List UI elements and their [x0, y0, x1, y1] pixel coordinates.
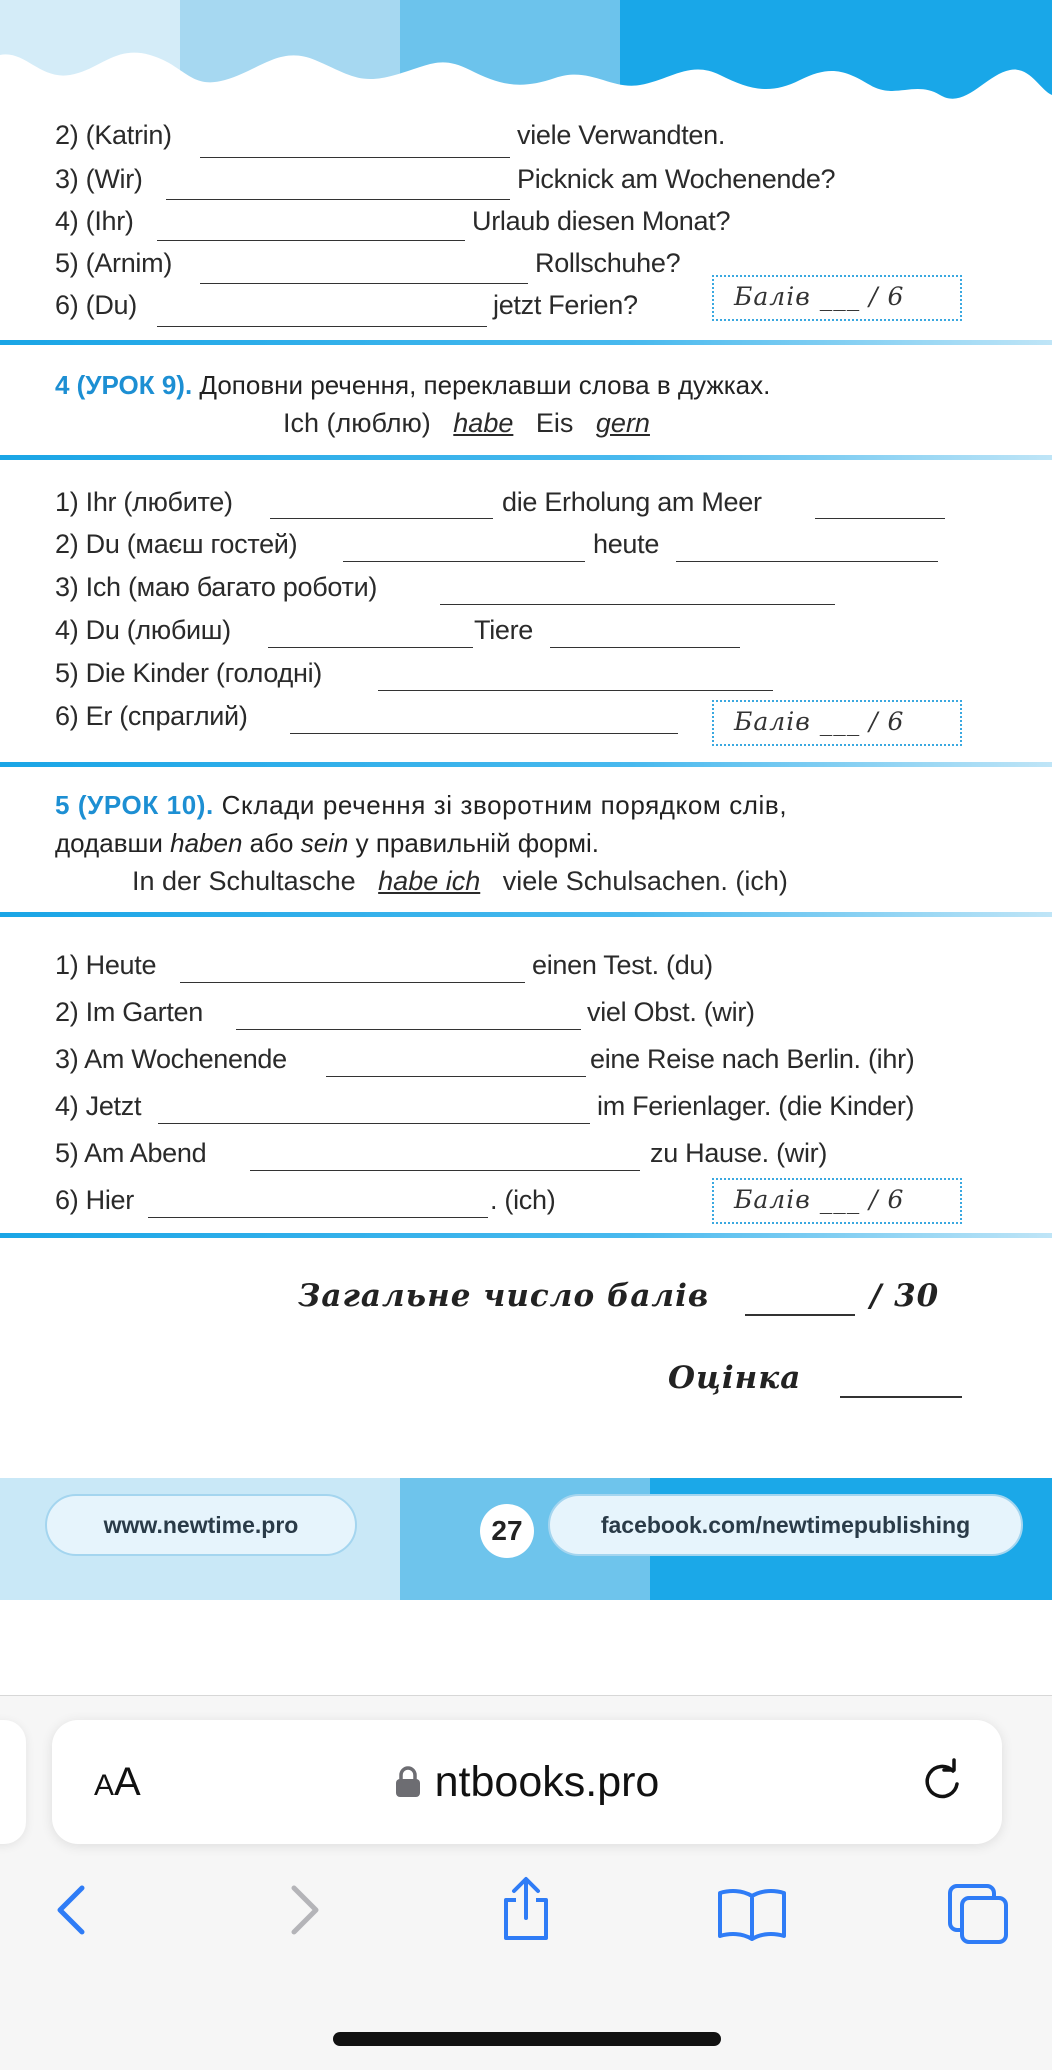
answer-blank[interactable] [550, 647, 740, 648]
share-icon[interactable] [498, 1876, 554, 1947]
answer-blank[interactable] [815, 518, 945, 519]
answer-blank[interactable] [200, 157, 510, 158]
item-ending: Picknick am Wochenende? [517, 164, 836, 194]
url-display[interactable]: ntbooks.pro [52, 1758, 1002, 1809]
task-4-heading: 4 (УРОК 9). Доповни речення, переклавши слова в дужках. [55, 370, 771, 400]
score-box: Балів ___ / 6 [712, 700, 962, 746]
answer-blank[interactable] [326, 1076, 586, 1077]
item-text: die Erholung am Meer [502, 487, 762, 517]
exercise-item: 1) Heute [55, 950, 157, 980]
exercise-item: 3) (Wir) [55, 164, 143, 194]
answer-blank[interactable] [236, 1029, 581, 1030]
item-ending: im Ferienlager. (die Kinder) [597, 1091, 915, 1121]
page-header-band [0, 0, 1052, 140]
exercise-item: 6) Er (спраглий) [55, 701, 248, 731]
exercise-item: 2) Du (маєш гостей) [55, 529, 298, 559]
item-ending: . (ich) [490, 1185, 556, 1215]
item-ending: eine Reise nach Berlin. (ihr) [590, 1044, 915, 1074]
forward-icon[interactable] [282, 1882, 328, 1943]
section-divider [0, 1233, 1052, 1238]
exercise-item: 4) Du (любиш) [55, 615, 231, 645]
item-ending: jetzt Ferien? [493, 290, 638, 320]
total-score-value: / 30 [870, 1278, 940, 1314]
item-text: Tiere [474, 615, 534, 645]
home-indicator [333, 2032, 721, 2046]
exercise-item: 3) Ich (маю багато роботи) [55, 572, 378, 602]
page-footer [0, 1478, 1052, 1600]
section-divider [0, 455, 1052, 460]
grade-label: Оцінка [668, 1360, 802, 1396]
item-ending: Urlaub diesen Monat? [472, 206, 731, 236]
answer-blank[interactable] [270, 518, 493, 519]
item-ending: viele Verwandten. [517, 120, 726, 150]
answer-blank[interactable] [676, 561, 938, 562]
task-5-example: In der Schultasche habe ich viele Schulsachen. (ich) [132, 866, 788, 896]
answer-blank[interactable] [440, 604, 835, 605]
exercise-item: 6) Hier [55, 1185, 134, 1215]
answer-blank[interactable] [157, 326, 487, 327]
item-ending: einen Test. (du) [532, 950, 713, 980]
wave-decoration [0, 0, 1052, 140]
back-icon[interactable] [48, 1882, 94, 1943]
answer-blank[interactable] [250, 1170, 640, 1171]
exercise-item: 5) Die Kinder (голодні) [55, 658, 322, 688]
section-divider [0, 912, 1052, 917]
section-divider [0, 340, 1052, 345]
task-5-heading: 5 (УРОК 10). Склади речення зі зворотним порядком слів, [55, 790, 788, 820]
facebook-link[interactable]: facebook.com/newtimepublishing [548, 1494, 1023, 1556]
total-score-blank[interactable] [745, 1314, 855, 1316]
total-score-label: Загальне число балів [298, 1278, 710, 1314]
answer-blank[interactable] [158, 1123, 590, 1124]
tabs-icon[interactable] [946, 1882, 1012, 1951]
reader-settings-button[interactable]: AA [94, 1760, 141, 1804]
answer-blank[interactable] [268, 647, 473, 648]
task-5-instruction: додавши haben або sein у правильній формі. [55, 828, 599, 858]
lock-icon [395, 1760, 421, 1809]
grade-blank[interactable] [840, 1396, 962, 1398]
answer-blank[interactable] [166, 199, 510, 200]
exercise-item: 4) Jetzt [55, 1091, 142, 1121]
exercise-item: 2) (Katrin) [55, 120, 172, 150]
exercise-item: 1) Ihr (любите) [55, 487, 233, 517]
item-ending: zu Hause. (wir) [650, 1138, 828, 1168]
answer-blank[interactable] [148, 1217, 488, 1218]
exercise-item: 2) Im Garten [55, 997, 203, 1027]
exercise-item: 5) (Arnim) [55, 248, 173, 278]
item-text: heute [593, 529, 660, 559]
exercise-item: 5) Am Abend [55, 1138, 207, 1168]
answer-blank[interactable] [378, 690, 773, 691]
score-box: Балів ___ / 6 [712, 275, 962, 321]
address-bar[interactable] [52, 1720, 1002, 1844]
item-ending: viel Obst. (wir) [587, 997, 755, 1027]
reload-icon[interactable] [918, 1758, 966, 1811]
answer-blank[interactable] [180, 982, 525, 983]
score-box: Балів ___ / 6 [712, 1178, 962, 1224]
bookmarks-icon[interactable] [716, 1886, 788, 1947]
answer-blank[interactable] [200, 283, 528, 284]
item-ending: Rollschuhe? [535, 248, 681, 278]
previous-tab-edge[interactable] [0, 1720, 26, 1844]
exercise-item: 6) (Du) [55, 290, 137, 320]
section-divider [0, 762, 1052, 767]
exercise-item: 4) (Ihr) [55, 206, 134, 236]
answer-blank[interactable] [157, 240, 465, 241]
answer-blank[interactable] [343, 561, 585, 562]
exercise-item: 3) Am Wochenende [55, 1044, 287, 1074]
page-number: 27 [480, 1504, 534, 1558]
task-4-example: Ich (люблю) habe Eis gern [283, 408, 650, 438]
website-link[interactable]: www.newtime.pro [45, 1494, 357, 1556]
answer-blank[interactable] [290, 733, 678, 734]
